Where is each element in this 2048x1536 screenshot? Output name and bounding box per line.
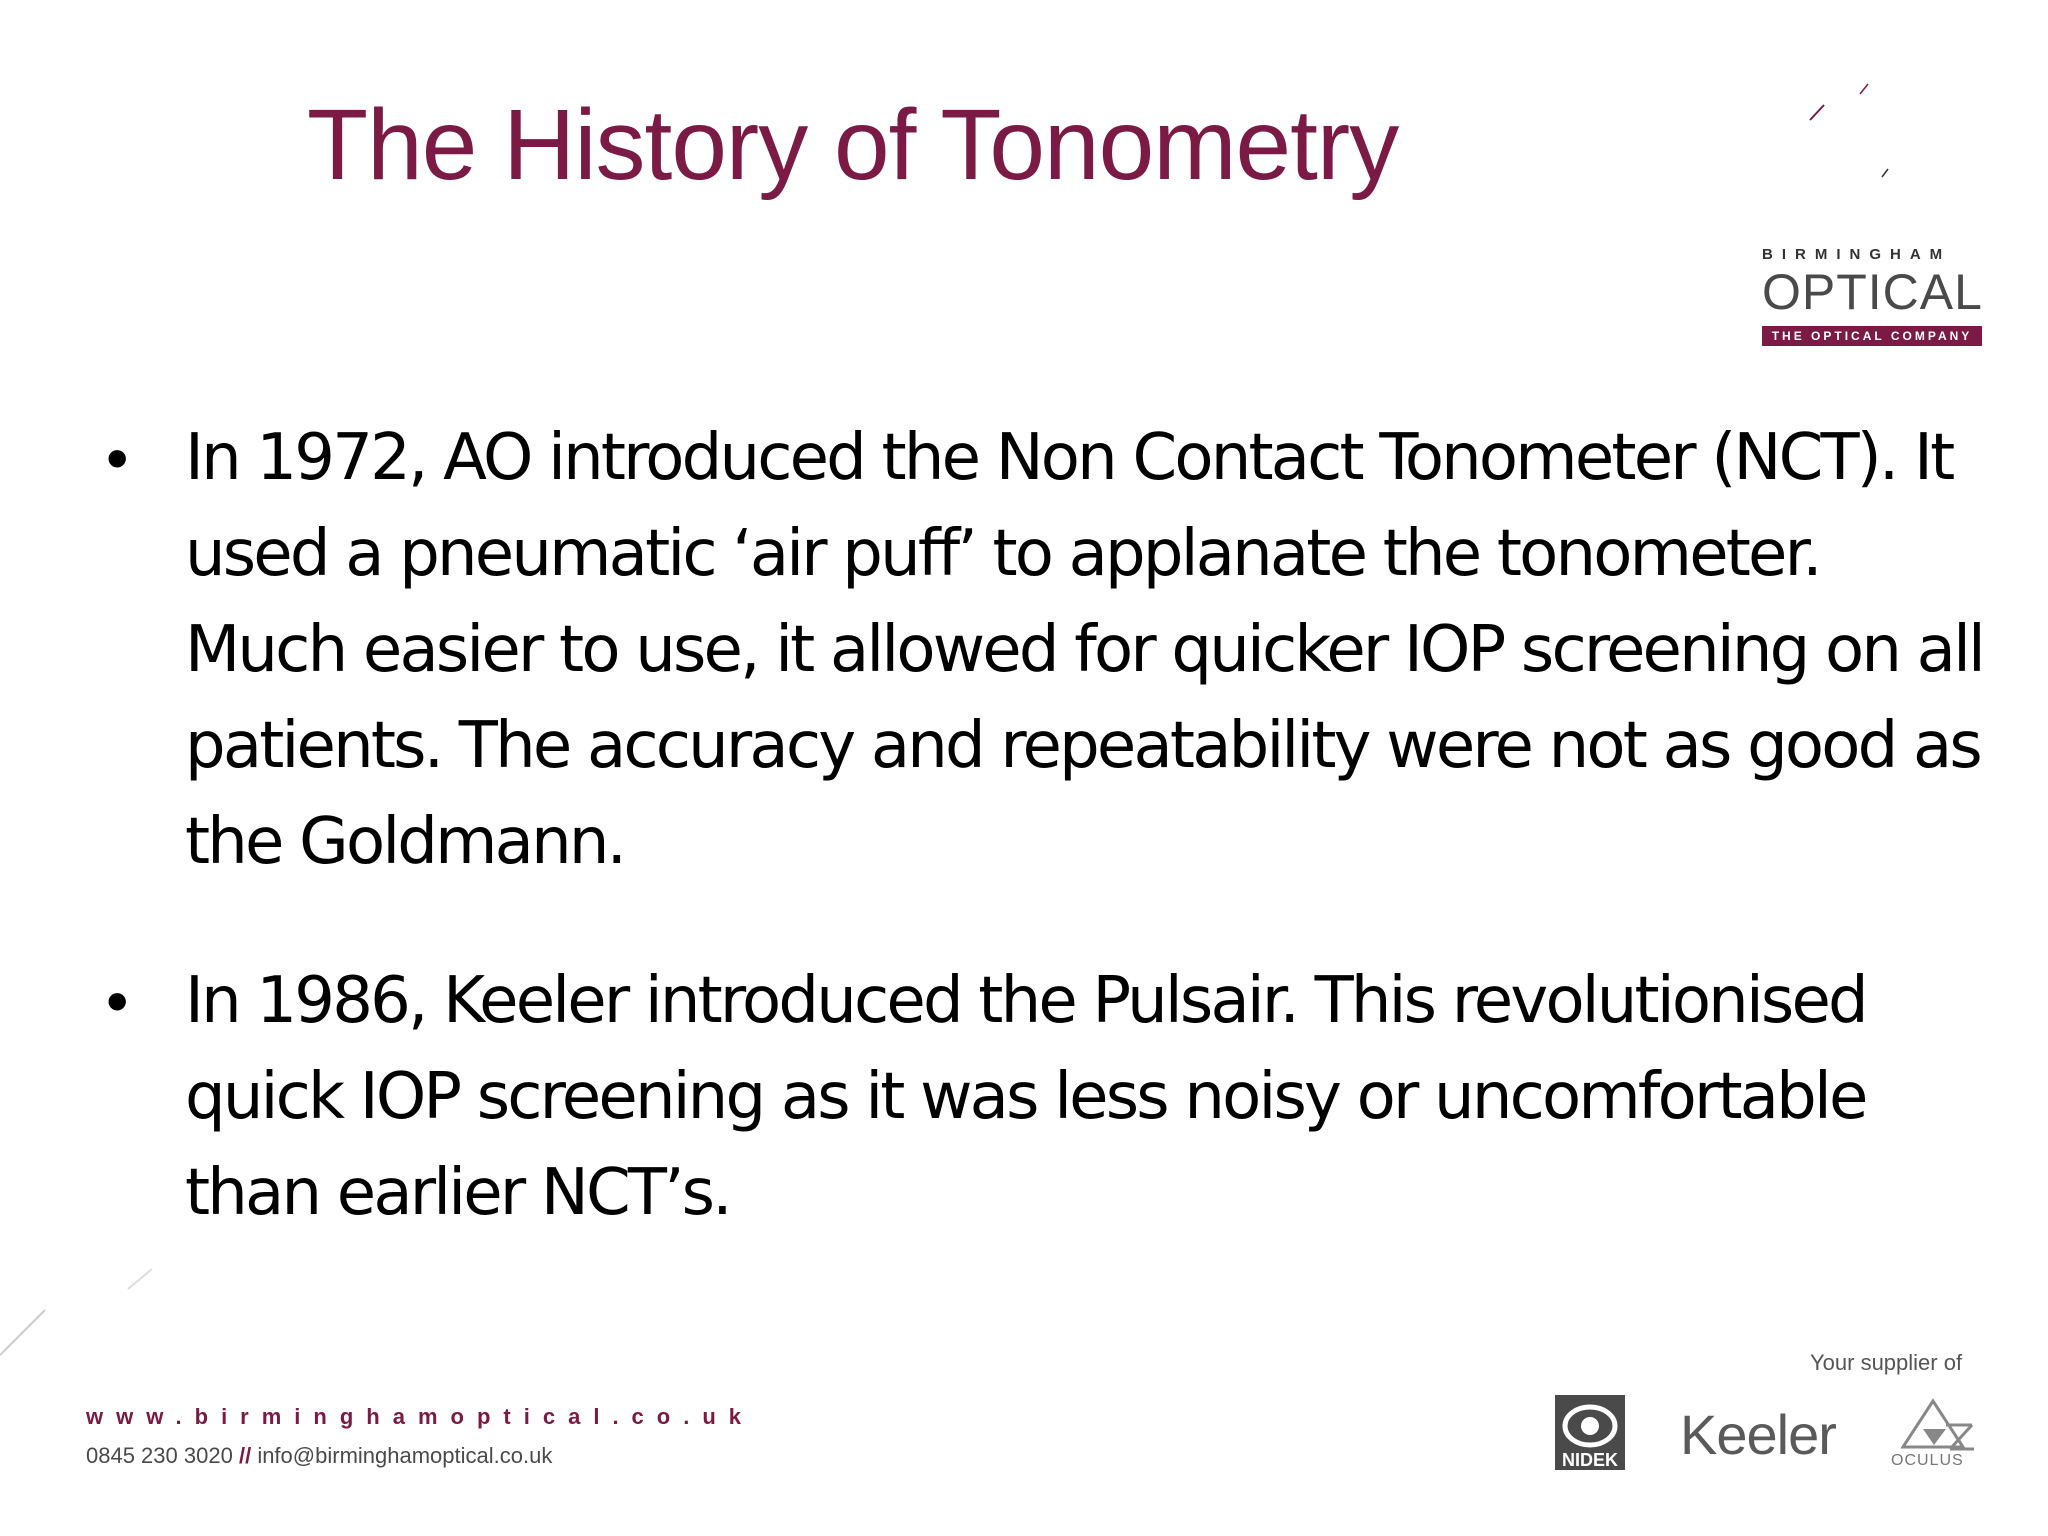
bullet-list bbox=[106, 410, 1986, 1304]
bullet-item bbox=[106, 953, 1986, 1241]
bullet-text: In 1986, Keeler introduced the Pulsair. This revolutionised quick IOP screening as it was less noisy or uncomfortable than earlier NCT’s. bbox=[185, 964, 1866, 1230]
footer-contact bbox=[86, 1443, 552, 1469]
slide-title: The History of Tonometry bbox=[307, 89, 1399, 201]
decorative-swoosh-top bbox=[1800, 80, 1920, 180]
logo-tagline: THE OPTICAL COMPANY bbox=[1762, 326, 1982, 346]
email-address[interactable]: info@birminghamoptical.co.uk bbox=[257, 1443, 553, 1468]
logo-top-text: BIRMINGHAM bbox=[1762, 246, 1952, 263]
birmingham-optical-logo bbox=[1762, 246, 1982, 346]
website-link[interactable] bbox=[86, 1404, 754, 1430]
bullet-dot: • bbox=[106, 422, 129, 494]
nidek-logo-text: NIDEK bbox=[1561, 1450, 1619, 1470]
contact-separator: // bbox=[238, 1443, 252, 1468]
keeler-logo: Keeler bbox=[1680, 1403, 1836, 1466]
bullet-text: In 1972, AO introduced the Non Contact Tonometer (NCT). It used a pneumatic ‘air puff’ to applanate the tonometer. Much easier to use, it allowed for quicker IOP screening on all patients. The accuracy and repeatability were not as good as the Goldmann. bbox=[185, 421, 1984, 879]
supplier-label: Your supplier of bbox=[1810, 1350, 1963, 1375]
nidek-logo bbox=[1555, 1395, 1625, 1470]
bullet-dot: • bbox=[106, 965, 129, 1037]
website-suffix: .co.uk bbox=[612, 1404, 755, 1429]
logo-main-text: OPTICAL bbox=[1762, 264, 1983, 320]
website-main: www.birminghamoptical bbox=[86, 1404, 613, 1429]
bullet-item bbox=[106, 410, 1986, 890]
phone-number: 0845 230 3020 bbox=[86, 1443, 233, 1468]
oculus-logo-text: OCULUS bbox=[1891, 1452, 1964, 1469]
decorative-swoosh-bottom bbox=[0, 1265, 160, 1365]
